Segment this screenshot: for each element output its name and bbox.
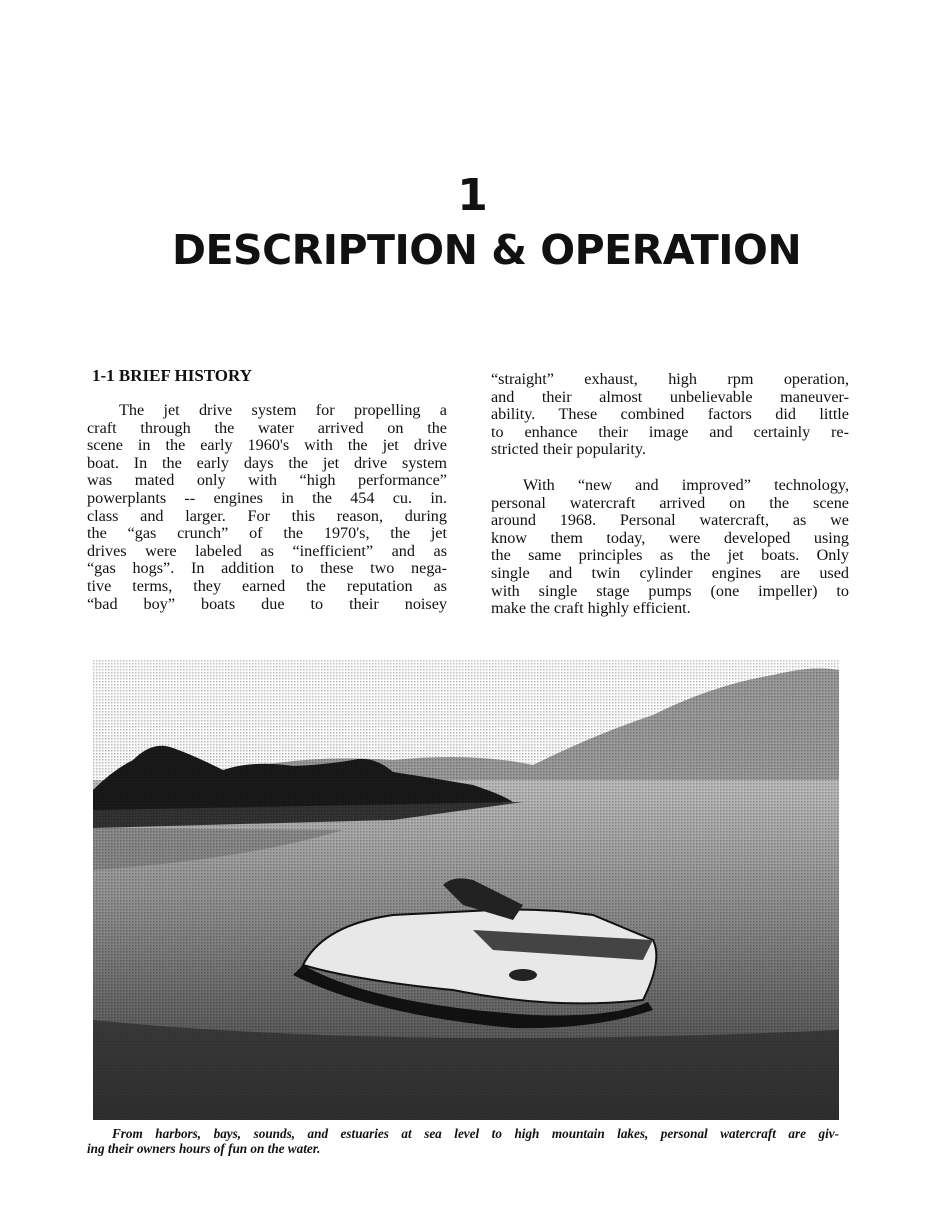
text-line: drives were labeled as “inefficient” and as <box>87 541 447 560</box>
text-line: scene in the early 1960's with the jet drive <box>87 436 447 455</box>
text-line: single and twin cylinder engines are used <box>491 563 849 582</box>
text-line: the “gas crunch” of the 1970's, the jet <box>87 524 447 543</box>
photo-caption <box>87 1126 839 1156</box>
text-line: was mated only with “high performance” <box>87 471 447 490</box>
text-line: The jet drive system for propelling a <box>119 401 447 419</box>
text-line: “gas hogs”. In addition to these two nega- <box>87 559 447 578</box>
text-line: and their almost unbelievable maneuver- <box>491 387 849 406</box>
text-line: know them today, were developed using <box>491 528 849 547</box>
text-line: ability. These combined factors did little <box>491 405 849 424</box>
caption-line: ing their owners hours of fun on the water. <box>87 1141 321 1156</box>
chapter-title: DESCRIPTION & OPERATION <box>172 226 802 274</box>
text-line: around 1968. Personal watercraft, as we <box>491 511 849 530</box>
left-column-text <box>87 402 447 613</box>
text-line: “straight” exhaust, high rpm operation, <box>491 370 849 388</box>
jet-ski-photo <box>93 660 839 1120</box>
paragraph-gap <box>491 459 849 477</box>
caption-line: From harbors, bays, sounds, and estuaries at sea level to high mountain lakes, personal watercraft are giv- <box>112 1126 839 1141</box>
text-line: make the craft highly efficient. <box>491 599 691 618</box>
text-line: tive terms, they earned the reputation as <box>87 576 447 595</box>
text-line: stricted their popularity. <box>491 440 646 459</box>
text-line: craft through the water arrived on the <box>87 418 447 437</box>
text-line: powerplants -- engines in the 454 cu. in. <box>87 488 447 507</box>
right-column-text <box>491 371 849 618</box>
chapter-number: 1 <box>457 170 488 221</box>
section-heading: 1-1 BRIEF HISTORY <box>92 366 252 385</box>
text-line: personal watercraft arrived on the scene <box>491 493 849 512</box>
text-line: boat. In the early days the jet drive system <box>87 453 447 472</box>
text-line: class and larger. For this reason, during <box>87 506 447 525</box>
text-line: the same principles as the jet boats. Only <box>491 546 849 565</box>
text-line: with single stage pumps (one impeller) to <box>491 581 849 600</box>
text-line: With “new and improved” technology, <box>523 475 849 494</box>
text-line: to enhance their image and certainly re- <box>491 422 849 441</box>
text-line: “bad boy” boats due to their noisey <box>87 594 447 613</box>
